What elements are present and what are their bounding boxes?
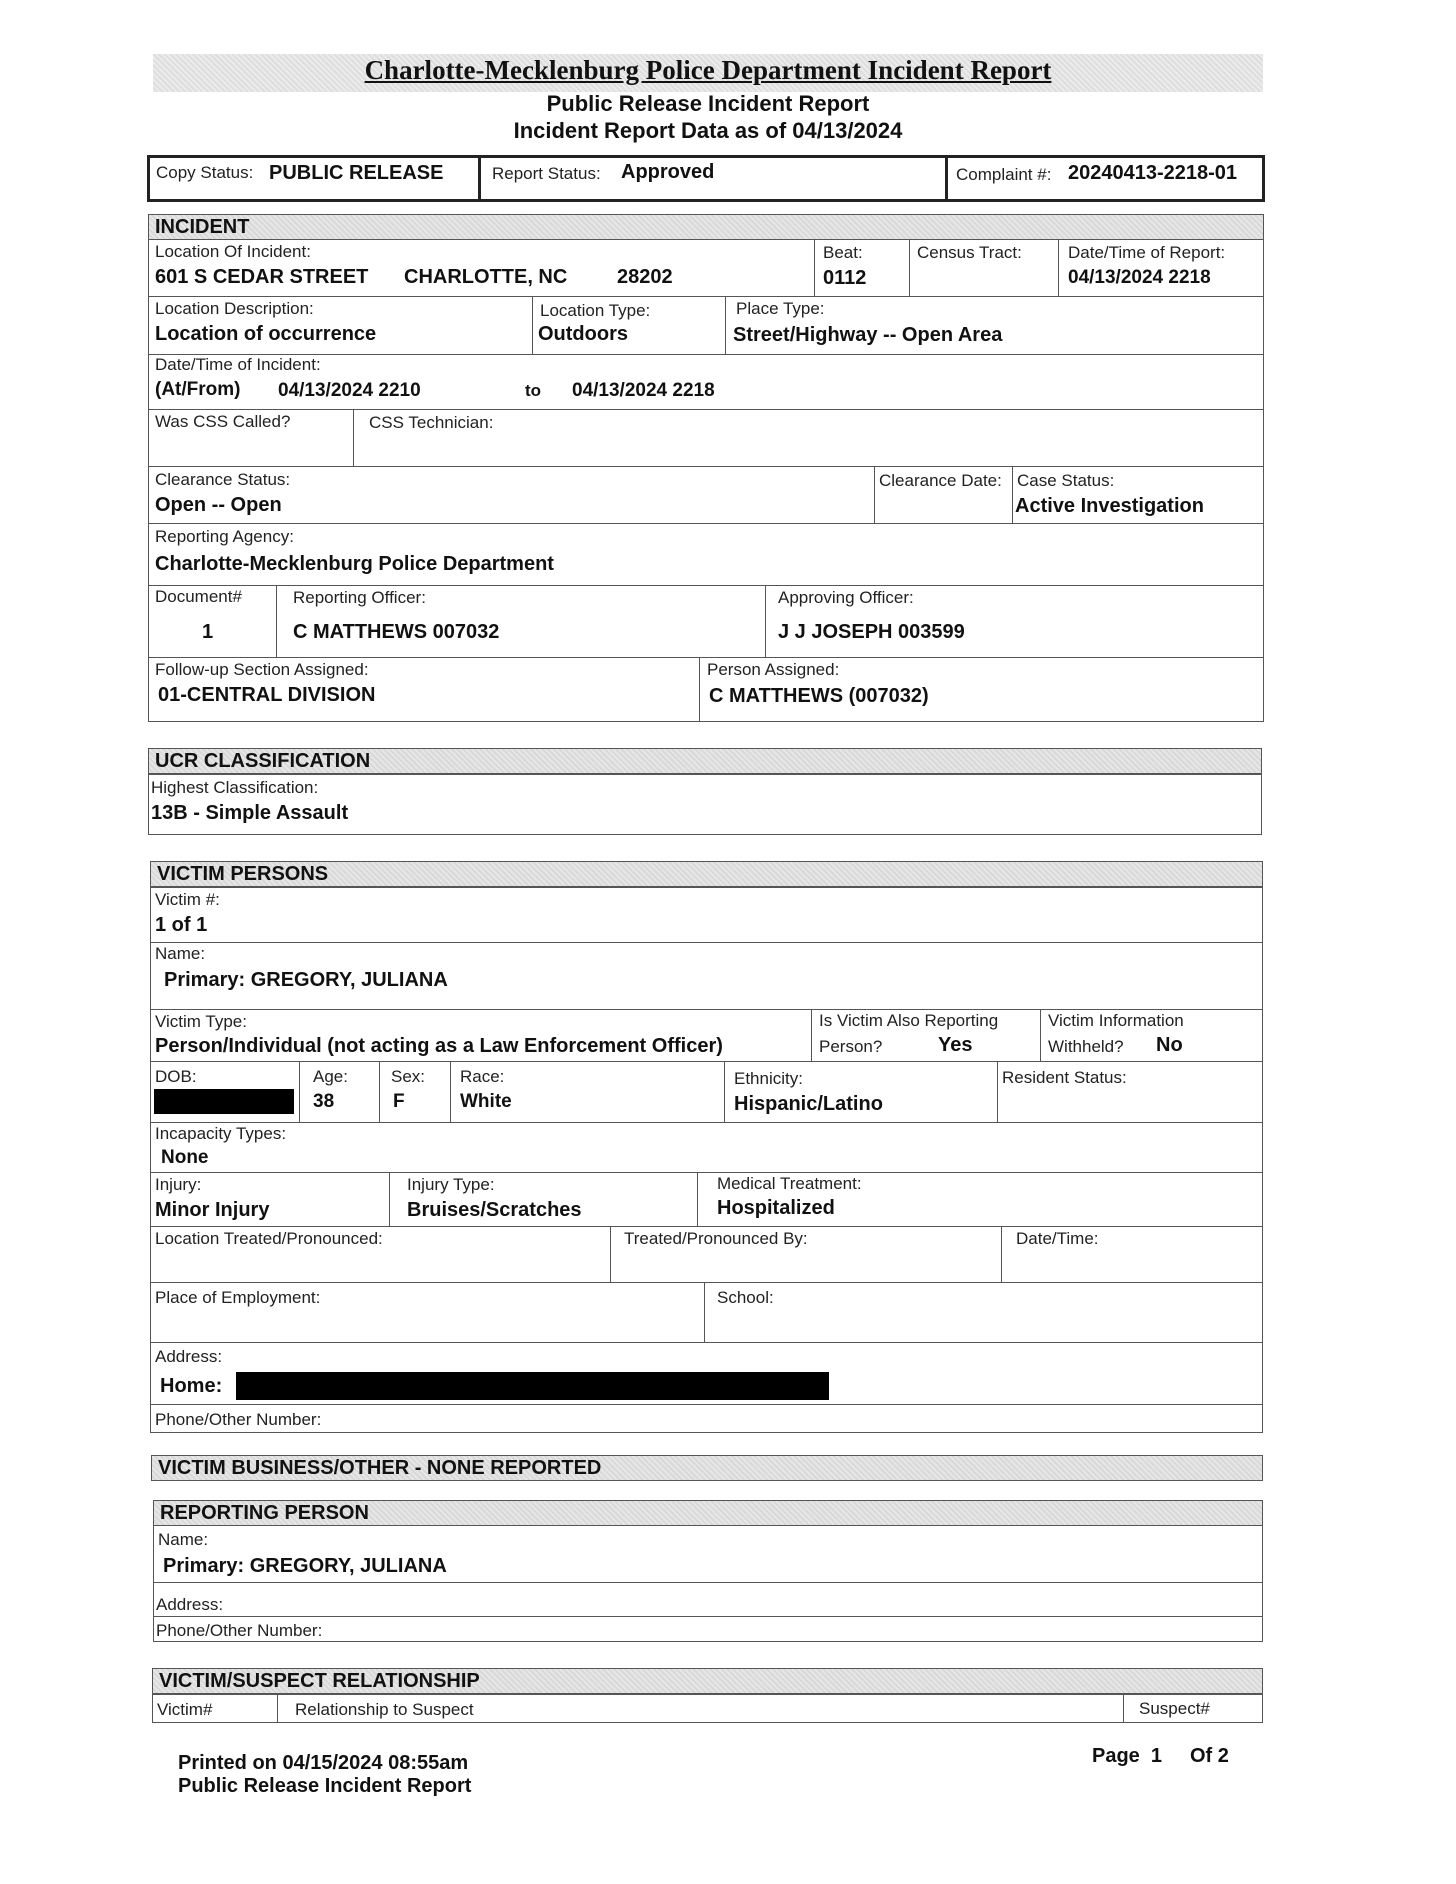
divider [450,1061,451,1122]
complaint-label: Complaint #: [956,165,1052,184]
divider [532,296,533,354]
divider [697,1172,698,1226]
copy-status-label: Copy Status: [156,163,254,182]
datetime-label: Date/Time: [1016,1229,1099,1248]
divider [277,1694,278,1723]
victim-business-header: VICTIM BUSINESS/OTHER - NONE REPORTED [151,1455,1263,1481]
reporting-address-label: Address: [156,1595,224,1614]
reporting-officer-label: Reporting Officer: [293,588,426,607]
case-status-value: Active Investigation [1015,495,1204,517]
location-city: CHARLOTTE, NC [404,266,568,288]
home-label: Home: [160,1375,223,1397]
col-suspect: Suspect# [1139,1699,1210,1718]
census-label: Census Tract: [917,243,1022,262]
incapacity-value: None [161,1147,209,1168]
victim-number-label: Victim #: [155,890,220,909]
page-title: Charlotte-Mecklenburg Police Department Incident Report [364,55,1052,85]
reporting-name-value: Primary: GREGORY, JULIANA [163,1555,447,1577]
approving-officer-value: J J JOSEPH 003599 [778,621,965,643]
location-treated-label: Location Treated/Pronounced: [155,1229,383,1248]
location-description-label: Location Description: [155,299,314,318]
page-subtitle: Public Release Incident Report [546,91,870,116]
report-datetime-label: Date/Time of Report: [1068,243,1226,262]
location-type-label: Location Type: [540,301,651,320]
divider [1123,1694,1124,1723]
victim-address-label: Address: [155,1347,223,1366]
person-assigned-value: C MATTHEWS (007032) [709,685,929,707]
highest-classification-value: 13B - Simple Assault [151,802,349,824]
injury-type-label: Injury Type: [407,1175,495,1194]
document-label: Document# [155,587,242,606]
report-status-value: Approved [621,161,715,183]
divider [150,1282,1263,1283]
divider [153,1616,1263,1617]
reporting-officer-value: C MATTHEWS 007032 [293,621,500,643]
document-value: 1 [202,621,214,643]
race-value: White [460,1091,512,1112]
divider [353,409,354,466]
incident-from-value: 04/13/2024 2210 [278,380,421,401]
dob-label: DOB: [155,1067,197,1086]
victim-number-value: 1 of 1 [155,914,208,936]
incident-to-value: 04/13/2024 2218 [572,380,715,401]
age-label: Age: [313,1067,348,1086]
divider [814,239,815,296]
sex-label: Sex: [391,1067,426,1086]
victim-name-value: Primary: GREGORY, JULIANA [164,969,448,991]
page-total: Of 2 [1190,1745,1229,1767]
also-reporting-label-2: Person? [819,1037,883,1056]
location-zip: 28202 [617,266,673,288]
medical-treatment-label: Medical Treatment: [717,1174,862,1193]
reporting-name-label: Name: [158,1530,209,1549]
info-withheld-value: No [1156,1034,1183,1056]
to-label: to [525,381,542,400]
report-datetime-value: 04/13/2024 2218 [1068,267,1211,288]
reporting-phone-label: Phone/Other Number: [156,1621,323,1640]
divider [945,155,948,202]
ethnicity-label: Ethnicity: [734,1069,803,1088]
divider [699,657,700,722]
age-value: 38 [313,1091,335,1112]
divider [478,155,481,202]
employment-label: Place of Employment: [155,1288,321,1307]
info-withheld-label-2: Withheld? [1048,1037,1124,1056]
report-status-label: Report Status: [492,164,601,183]
page-number: Page 1 [1092,1745,1163,1767]
divider [704,1282,705,1342]
injury-value: Minor Injury [155,1199,270,1221]
divider [909,239,910,296]
divider [299,1061,300,1122]
clearance-status-value: Open -- Open [155,494,282,516]
at-from-label: (At/From) [155,379,241,400]
col-victim: Victim# [157,1700,213,1719]
also-reporting-label: Is Victim Also Reporting [819,1011,999,1030]
divider [276,585,277,657]
victim-name-label: Name: [155,944,206,963]
incident-datetime-label: Date/Time of Incident: [155,355,321,374]
divider [150,1172,1263,1173]
person-assigned-label: Person Assigned: [707,660,840,679]
divider [150,1342,1263,1343]
sex-value: F [393,1091,405,1112]
divider [148,296,1264,297]
footer-subtitle: Public Release Incident Report [178,1775,472,1797]
place-type-label: Place Type: [736,299,825,318]
resident-status-label: Resident Status: [1002,1068,1127,1087]
divider [997,1061,998,1122]
dob-redaction [154,1089,294,1114]
incident-section-header: INCIDENT [148,214,1264,240]
beat-value: 0112 [823,267,867,289]
reporting-agency-label: Reporting Agency: [155,527,294,546]
css-technician-label: CSS Technician: [369,413,494,432]
clearance-status-label: Clearance Status: [155,470,291,489]
race-label: Race: [460,1067,505,1086]
location-label: Location Of Incident: [155,242,311,261]
copy-status-value: PUBLIC RELEASE [269,162,444,184]
location-description-value: Location of occurrence [155,323,377,345]
place-type-value: Street/Highway -- Open Area [733,324,1003,346]
divider [150,1226,1263,1227]
medical-treatment-value: Hospitalized [717,1197,835,1219]
divider [1001,1226,1002,1282]
divider [150,942,1263,943]
divider [389,1172,390,1226]
school-label: School: [717,1288,774,1307]
data-as-of: Incident Report Data as of 04/13/2024 [513,118,903,143]
victim-type-label: Victim Type: [155,1012,247,1031]
treated-by-label: Treated/Pronounced By: [624,1229,808,1248]
injury-type-value: Bruises/Scratches [407,1199,582,1221]
printed-on: Printed on 04/15/2024 08:55am [178,1752,469,1774]
also-reporting-value: Yes [938,1034,973,1056]
followup-label: Follow-up Section Assigned: [155,660,369,679]
victim-phone-label: Phone/Other Number: [155,1410,322,1429]
divider [148,585,1264,586]
case-status-label: Case Status: [1017,471,1115,490]
complaint-value: 20240413-2218-01 [1068,162,1238,184]
divider [1058,239,1059,296]
divider [1012,466,1013,523]
divider [874,466,875,523]
injury-label: Injury: [155,1175,202,1194]
reporting-person-header: REPORTING PERSON [153,1500,1263,1526]
location-type-value: Outdoors [538,323,628,345]
ucr-section-header: UCR CLASSIFICATION [148,748,1262,774]
incapacity-label: Incapacity Types: [155,1124,287,1143]
col-relationship: Relationship to Suspect [295,1700,474,1719]
ethnicity-value: Hispanic/Latino [734,1093,883,1115]
approving-officer-label: Approving Officer: [778,588,914,607]
divider [150,1122,1263,1123]
beat-label: Beat: [823,243,863,262]
divider [148,466,1264,467]
relationship-header: VICTIM/SUSPECT RELATIONSHIP [152,1668,1263,1694]
reporting-agency-value: Charlotte-Mecklenburg Police Department [155,553,554,575]
clearance-date-label: Clearance Date: [879,471,1002,490]
info-withheld-label: Victim Information [1048,1011,1184,1030]
address-redaction [236,1372,829,1400]
divider [765,585,766,657]
css-called-label: Was CSS Called? [155,412,291,431]
divider [725,296,726,354]
divider [1040,1009,1041,1061]
victim-type-value: Person/Individual (not acting as a Law Enforcement Officer) [155,1035,723,1057]
victim-section-header: VICTIM PERSONS [150,861,1263,887]
location-street: 601 S CEDAR STREET [155,266,369,288]
divider [724,1061,725,1122]
divider [148,409,1264,410]
divider [811,1009,812,1061]
divider [150,1404,1263,1405]
followup-value: 01-CENTRAL DIVISION [158,684,376,706]
divider [150,1009,1263,1010]
divider [150,1061,1263,1062]
divider [148,657,1264,658]
divider [379,1061,380,1122]
divider [148,523,1264,524]
divider [610,1226,611,1282]
divider [153,1582,1263,1583]
highest-classification-label: Highest Classification: [151,778,319,797]
